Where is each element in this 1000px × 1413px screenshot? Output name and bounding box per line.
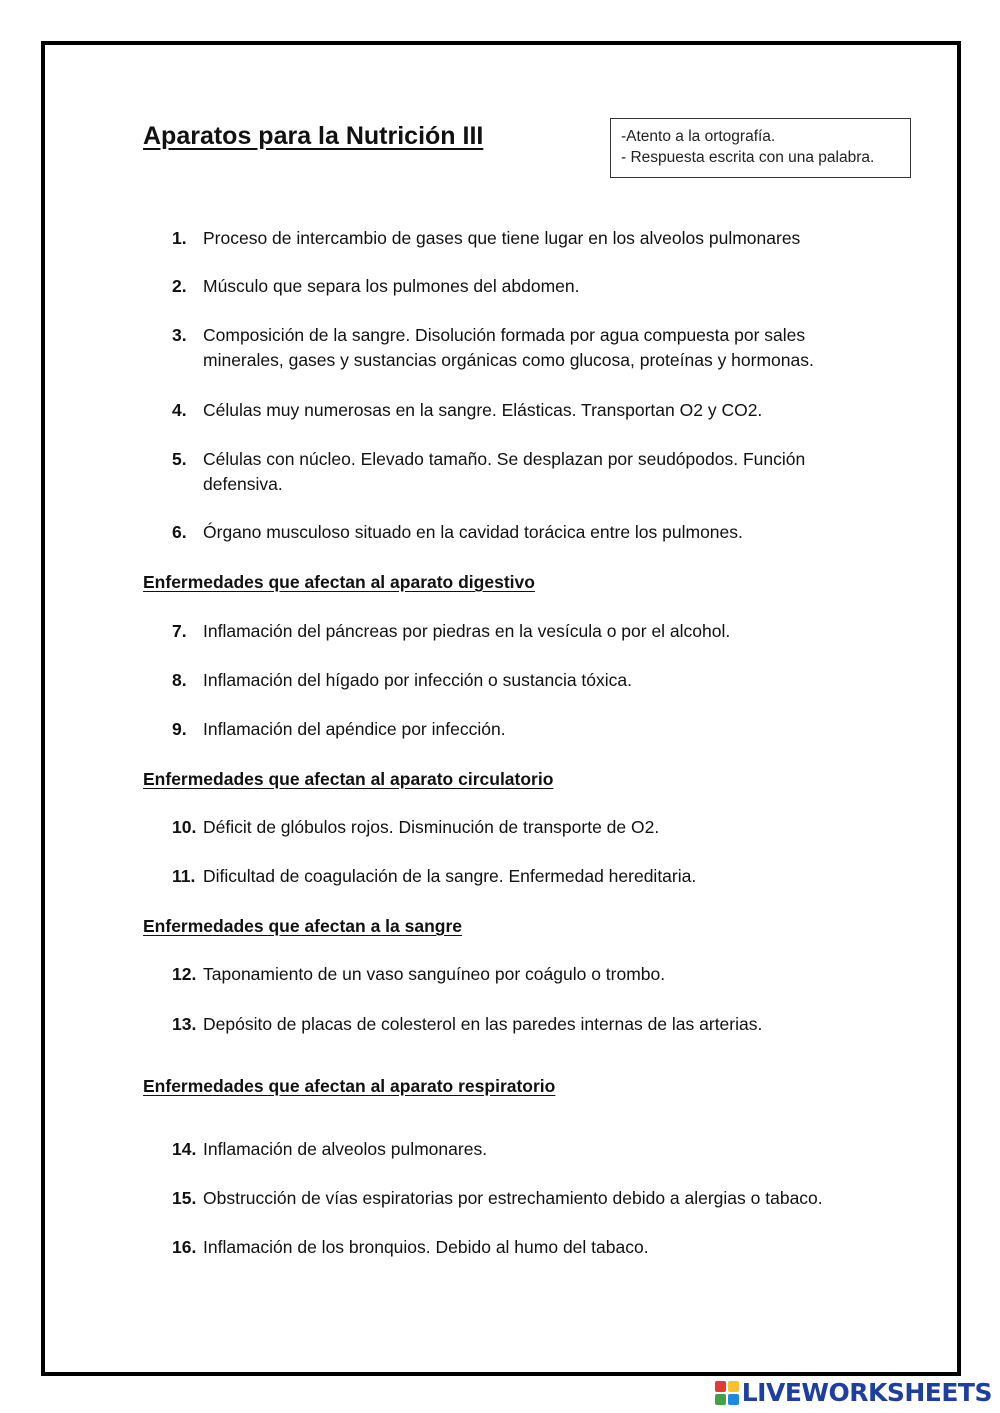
question-item	[172, 398, 852, 423]
question-number: 5.	[172, 449, 187, 469]
question-text: Células muy numerosas en la sangre. Elásticas. Transportan O2 y CO2.	[203, 400, 763, 420]
question-text: Inflamación de alveolos pulmonares.	[203, 1139, 488, 1159]
section-heading-digestive: Enfermedades que afectan al aparato digestivo	[143, 572, 535, 592]
question-number: 15.	[172, 1188, 197, 1208]
question-number: 12.	[172, 964, 197, 984]
question-number: 9.	[172, 719, 187, 739]
question-number: 7.	[172, 621, 187, 641]
question-item	[172, 1186, 852, 1211]
logo-square	[715, 1381, 726, 1392]
question-item	[172, 1235, 852, 1260]
question-number: 3.	[172, 325, 187, 345]
section-heading-circulatory: Enfermedades que afectan al aparato circulatorio	[143, 769, 554, 789]
question-item	[172, 962, 852, 987]
section-heading-respiratory: Enfermedades que afectan al aparato respiratorio	[143, 1076, 556, 1096]
question-number: 8.	[172, 670, 187, 690]
question-text: Composición de la sangre. Disolución formada por agua compuesta por sales minerales, gases y sustancias orgánicas como glucosa, proteínas y hormonas.	[203, 325, 814, 370]
instruction-line: - Respuesta escrita con una palabra.	[621, 149, 875, 166]
question-number: 11.	[172, 866, 196, 886]
question-number: 13.	[172, 1014, 197, 1034]
question-item	[172, 717, 852, 742]
question-item	[172, 323, 852, 373]
question-text: Taponamiento de un vaso sanguíneo por coágulo o trombo.	[203, 964, 666, 984]
question-item	[172, 815, 852, 840]
logo-square	[728, 1381, 739, 1392]
question-item	[172, 520, 852, 545]
question-text: Dificultad de coagulación de la sangre. Enfermedad hereditaria.	[203, 866, 697, 886]
question-item	[172, 1137, 852, 1162]
question-text: Inflamación de los bronquios. Debido al humo del tabaco.	[203, 1237, 649, 1257]
question-number: 6.	[172, 522, 187, 542]
instructions-box	[610, 118, 911, 178]
question-item	[172, 274, 852, 299]
logo-square	[728, 1394, 739, 1405]
page-title: Aparatos para la Nutrición III	[143, 122, 484, 150]
question-text: Déficit de glóbulos rojos. Disminución de transporte de O2.	[203, 817, 660, 837]
liveworksheets-brand	[715, 1378, 992, 1407]
question-item	[172, 864, 852, 889]
question-item	[172, 668, 852, 693]
question-text: Inflamación del hígado por infección o sustancia tóxica.	[203, 670, 633, 690]
question-text: Células con núcleo. Elevado tamaño. Se desplazan por seudópodos. Función defensiva.	[203, 449, 806, 494]
question-item	[172, 1012, 852, 1037]
question-number: 4.	[172, 400, 187, 420]
question-text: Depósito de placas de colesterol en las paredes internas de las arterias.	[203, 1014, 763, 1034]
question-item	[172, 447, 852, 497]
instruction-line: -Atento a la ortografía.	[621, 128, 776, 145]
liveworksheets-logo-icon	[715, 1381, 739, 1405]
question-number: 2.	[172, 276, 187, 296]
brand-name: LIVEWORKSHEETS	[741, 1378, 992, 1407]
question-text: Inflamación del apéndice por infección.	[203, 719, 506, 739]
question-text: Inflamación del páncreas por piedras en la vesícula o por el alcohol.	[203, 621, 731, 641]
question-item	[172, 619, 852, 644]
logo-square	[715, 1394, 726, 1405]
question-number: 1.	[172, 228, 187, 248]
question-number: 16.	[172, 1237, 197, 1257]
section-heading-blood: Enfermedades que afectan a la sangre	[143, 916, 463, 936]
question-text: Músculo que separa los pulmones del abdomen.	[203, 276, 580, 296]
question-number: 14.	[172, 1139, 197, 1159]
question-item	[172, 226, 852, 251]
question-number: 10.	[172, 817, 197, 837]
question-text: Obstrucción de vías espiratorias por estrechamiento debido a alergias o tabaco.	[203, 1188, 823, 1208]
question-text: Órgano musculoso situado en la cavidad torácica entre los pulmones.	[203, 522, 743, 542]
question-text: Proceso de intercambio de gases que tiene lugar en los alveolos pulmonares	[203, 228, 801, 248]
